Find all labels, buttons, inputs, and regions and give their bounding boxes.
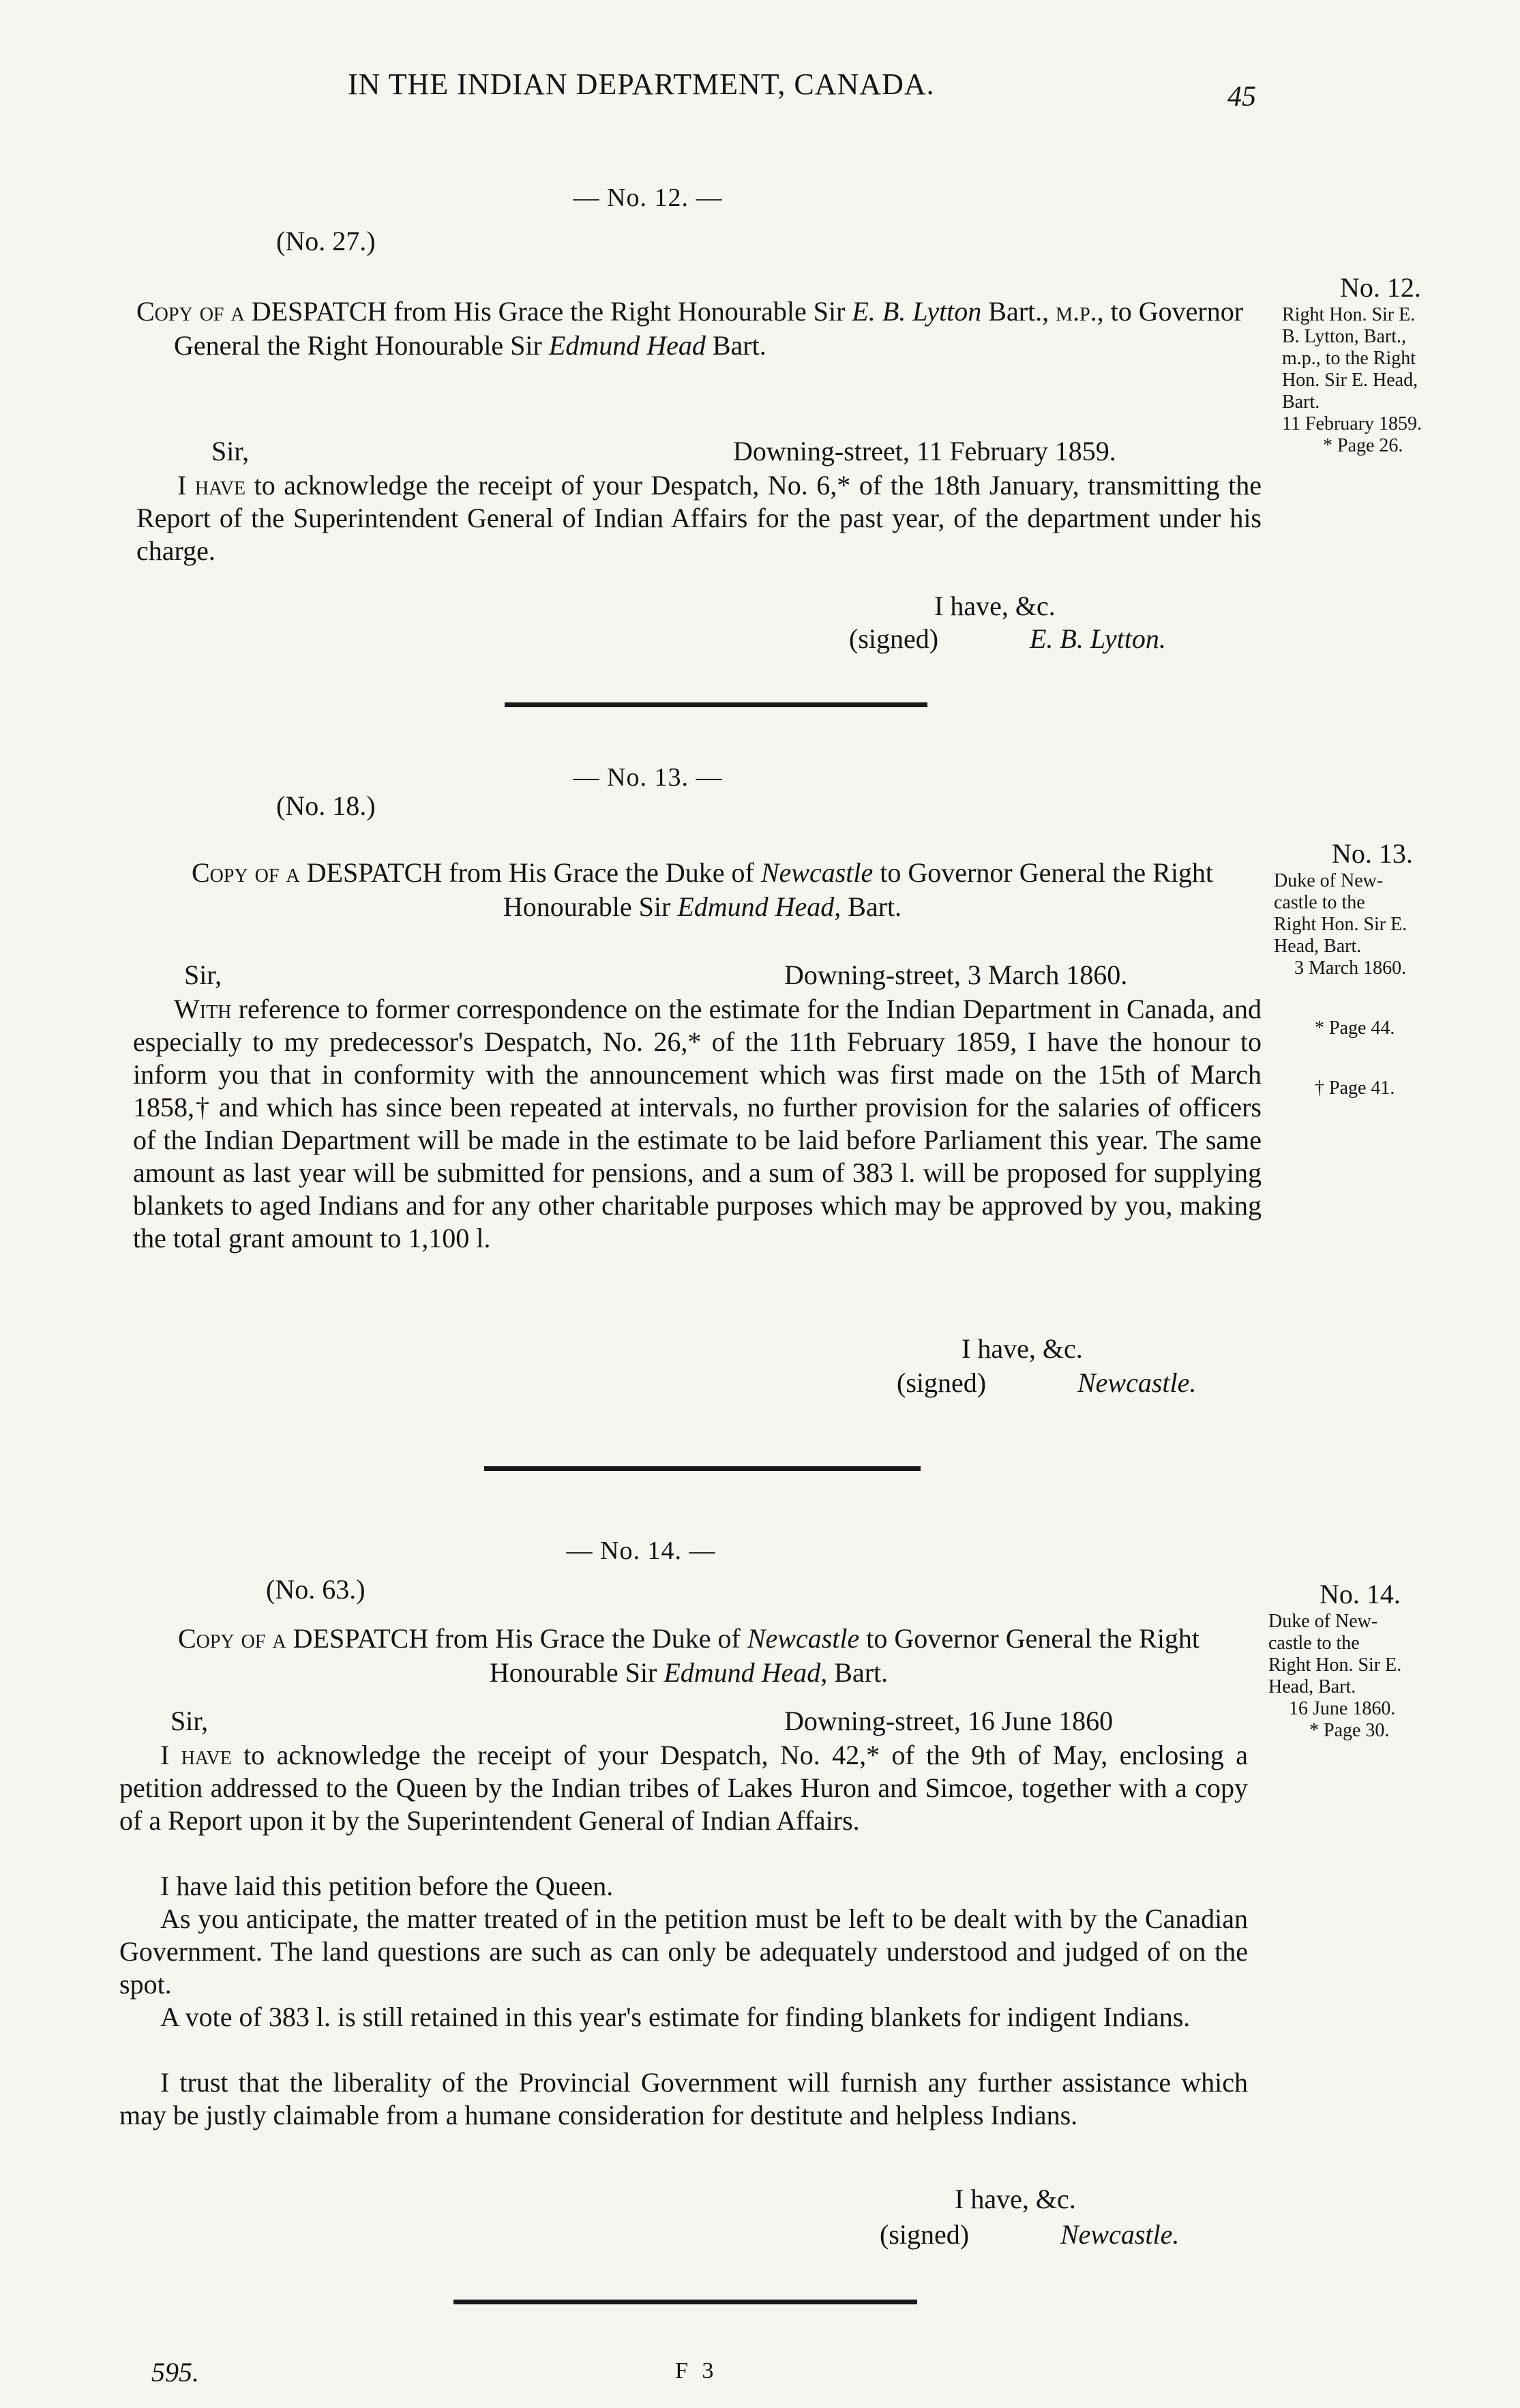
- despatch-ref: (No. 18.): [276, 790, 376, 821]
- place-date: Downing-street, 3 March 1860.: [784, 960, 1128, 990]
- despatch-ref: (No. 63.): [266, 1574, 366, 1605]
- salutation: Sir,: [211, 436, 250, 466]
- despatch-paragraph: A vote of 383 l. is still retained in this year's estimate for finding blankets for indigent Indians.: [160, 2002, 1191, 2032]
- place-date: Downing-street, 11 February 1859.: [733, 436, 1116, 466]
- signature-mark: F 3: [675, 2358, 718, 2383]
- despatch-body: With reference to former correspondence on the estimate for the Indian Department in Canada, and especially to my predecessor's Despatch, No. 26,* of the 11th February 1859, I have the honour to inform you that in conformity with the announcement which was first made on the 15th of March 1858,† and which has since been repeated at intervals, no further provision for the salaries of officers of the Indian Department will be made in the estimate to be laid before Parliament this year. The same amount as last year will be submitted for pensions, and a sum of 383 l. will be proposed for supplying blankets to aged Indians and for any other charitable purposes which may be approved by you, making the total grant amount to 1,100 l.: [133, 994, 1262, 1253]
- section-divider: [505, 702, 927, 707]
- running-header: IN THE INDIAN DEPARTMENT, CANADA.: [348, 68, 935, 101]
- despatch-body: I have to acknowledge the receipt of your Despatch, No. 42,* of the 9th of May, enclosing a petition addressed to the Queen by the Indian tribes of Lakes Huron and Simcoe, together with a copy of a Report upon it by the Superintendent General of Indian Affairs.: [119, 1740, 1248, 1836]
- page-number: 45: [1227, 81, 1256, 113]
- salutation: Sir,: [170, 1706, 209, 1736]
- despatch-title: Copy of a DESPATCH from His Grace the Right Honourable Sir E. B. Lytton Bart., m.p., to Governor General the Right Honourable Sir Edmund Head Bart.: [136, 296, 1244, 361]
- place-date: Downing-street, 16 June 1860: [784, 1706, 1114, 1736]
- signed-label: (signed): [880, 2219, 970, 2250]
- closing: I have, &c.: [962, 1333, 1083, 1364]
- section-heading: — No. 13. —: [573, 763, 723, 792]
- signature: E. B. Lytton.: [1030, 623, 1166, 654]
- closing: I have, &c.: [955, 2184, 1076, 2214]
- signature: Newcastle.: [1060, 2219, 1180, 2250]
- despatch-title: Copy of a DESPATCH from His Grace the Duke of Newcastle to Governor General the Right Honourable Sir Edmund Head, Bart.: [177, 1623, 1200, 1688]
- margin-note: No. 12. Right Hon. Sir E. B. Lytton, Bart., m.p., to the Right Hon. Sir E. Head, Bart. 11 February 1859. * Page 26.: [1282, 272, 1422, 456]
- despatch-paragraph: I have laid this petition before the Queen.: [160, 1871, 614, 1901]
- section-heading: — No. 12. —: [573, 183, 723, 212]
- signed-label: (signed): [849, 623, 939, 654]
- section-heading: — No. 14. —: [566, 1536, 716, 1565]
- signature: Newcastle.: [1077, 1367, 1197, 1398]
- closing: I have, &c.: [934, 591, 1056, 621]
- despatch-body: I have to acknowledge the receipt of your Despatch, No. 6,* of the 18th January, transmitting the Report of the Superintendent General of Indian Affairs for the past year, of the department under his charge.: [136, 470, 1262, 566]
- print-number: 595.: [151, 2357, 199, 2388]
- section-divider: [453, 2300, 917, 2304]
- margin-note: No. 14. Duke of New- castle to the Right Hon. Sir E. Head, Bart. 16 June 1860. * Page 30.: [1268, 1579, 1402, 1741]
- despatch-title: Copy of a DESPATCH from His Grace the Duke of Newcastle to Governor General the Right Honourable Sir Edmund Head, Bart.: [191, 857, 1214, 922]
- despatch-paragraph: As you anticipate, the matter treated of in the petition must be left to be dealt with by the Canadian Government. The land questions are such as can only be adequately understood and judged of on the spot.: [119, 1903, 1248, 2000]
- margin-note: No. 13. Duke of New- castle to the Right Hon. Sir E. Head, Bart. 3 March 1860. * Page 44. † Page 41.: [1274, 838, 1413, 1099]
- salutation: Sir,: [184, 960, 222, 990]
- section-divider: [484, 1466, 921, 1471]
- despatch-paragraph: I trust that the liberality of the Provincial Government will furnish any further assistance which may be justly claimable from a humane consideration for destitute and helpless Indians.: [119, 2067, 1248, 2130]
- despatch-ref: (No. 27.): [276, 226, 376, 256]
- signed-label: (signed): [897, 1367, 987, 1398]
